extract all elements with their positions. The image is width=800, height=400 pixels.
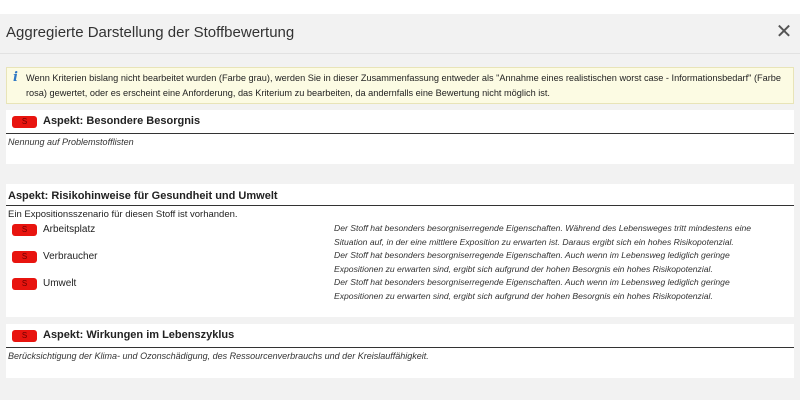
row-label-verbraucher: Verbraucher: [43, 251, 98, 262]
top-strip: [0, 0, 800, 14]
section-risikohinweise: [6, 184, 794, 317]
info-box: [6, 67, 794, 104]
section-title: Aspekt: Wirkungen im Lebenszyklus: [43, 329, 235, 341]
section-title: Aspekt: Besondere Besorgnis: [43, 115, 201, 127]
close-icon[interactable]: ✕: [775, 21, 793, 43]
status-badge: S: [12, 330, 37, 342]
section-divider: [6, 347, 794, 348]
dialog: [0, 14, 800, 400]
section-divider: [6, 133, 794, 134]
dialog-title: Aggregierte Darstellung der Stoffbewertung: [6, 24, 295, 41]
row-text-arbeitsplatz: Der Stoff hat besonders besorgniserregende Eigenschaften. Während des Lebensweges tritt mindestens eine Situation auf, in der eine mittlere Exposition zu erwarten ist. Daraus ergibt sich ein hohes Risikopotenzial.: [334, 223, 752, 247]
status-badge: S: [12, 116, 37, 128]
dialog-header: [0, 14, 800, 54]
row-label-arbeitsplatz: Arbeitsplatz: [43, 224, 96, 235]
info-icon: i: [13, 70, 18, 85]
row-text-umwelt: Der Stoff hat besonders besorgniserregende Eigenschaften. Auch wenn im Lebensweg lediglich geringe Expositionen zu erwarten sind, ergibt sich aufgrund der hohen Besorgnis ein hohes Risikopotenzial.: [334, 277, 730, 301]
status-badge: S: [12, 224, 37, 236]
section-description: Nennung auf Problemstofflisten: [8, 137, 134, 147]
row-label-umwelt: Umwelt: [43, 278, 77, 289]
section-divider: [6, 205, 794, 206]
info-text: Wenn Kriterien bislang nicht bearbeitet wurden (Farbe grau), werden Sie in dieser Zusammenfassung entweder als "Annahme eines realistischen worst case - Informationsbedarf" (Farbe rosa) gewertet, oder es erscheint eine Anforderung, das Kriterium zu bearbeiten, da andernfalls eine Bewertung nicht möglich ist.: [26, 73, 781, 98]
section-besondere-besorgnis: [6, 110, 794, 164]
section-description: Berücksichtigung der Klima- und Ozonschädigung, des Ressourcenverbrauchs und der Kreislauffähigkeit.: [8, 351, 429, 361]
section-lebenszyklus: [6, 324, 794, 378]
row-text-verbraucher: Der Stoff hat besonders besorgniserregende Eigenschaften. Auch wenn im Lebensweg lediglich geringe Expositionen zu erwarten sind, ergibt sich aufgrund der hohen Besorgnis ein hohes Risikopotenzial.: [334, 250, 730, 274]
status-badge: S: [12, 251, 37, 263]
section-note: Ein Expositionsszenario für diesen Stoff ist vorhanden.: [8, 209, 238, 220]
section-title: Aspekt: Risikohinweise für Gesundheit und Umwelt: [8, 190, 278, 202]
status-badge: S: [12, 278, 37, 290]
